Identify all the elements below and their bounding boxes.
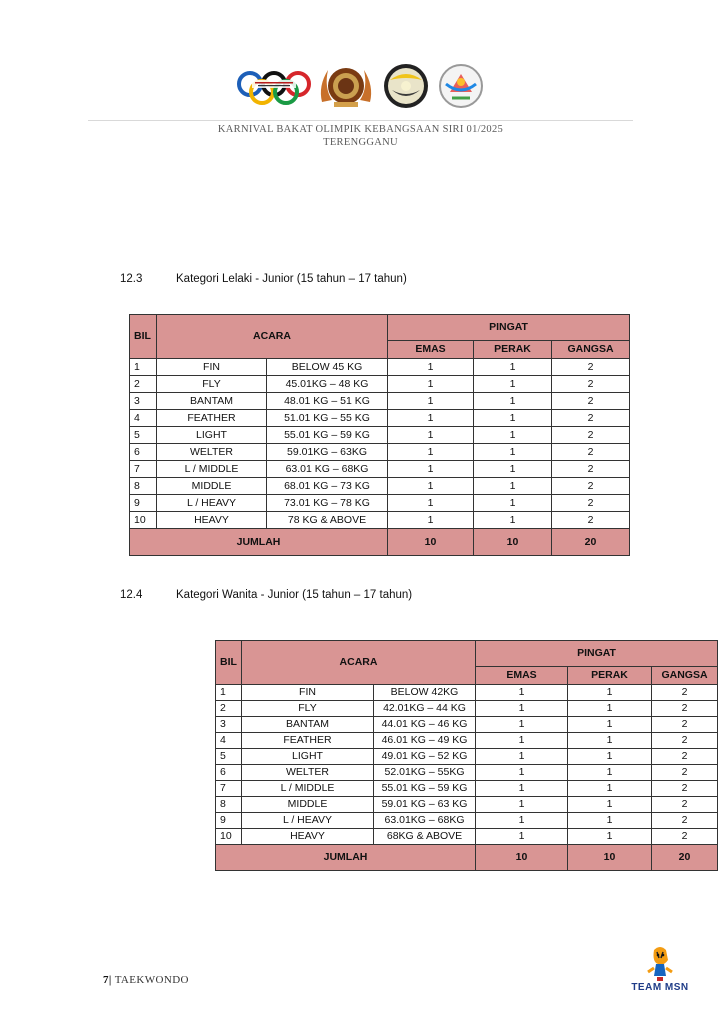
cell-event: FEATHER <box>242 733 374 749</box>
total-gangsa: 20 <box>652 845 718 871</box>
cell-emas: 1 <box>476 685 568 701</box>
section-number: 12.3 <box>120 273 143 285</box>
cell-bil: 2 <box>216 701 242 717</box>
table-row <box>130 444 630 461</box>
section-heading-12-3 <box>120 273 520 289</box>
column-header-pingat: PINGAT <box>388 315 630 341</box>
cell-event: LIGHT <box>242 749 374 765</box>
olympic-rings-logo <box>234 62 314 108</box>
column-header-perak: PERAK <box>568 667 652 685</box>
cell-event: FIN <box>242 685 374 701</box>
cell-event: HEAVY <box>242 829 374 845</box>
cell-weight: 51.01 KG – 55 KG <box>267 410 388 427</box>
cell-bil: 4 <box>216 733 242 749</box>
table-row <box>130 427 630 444</box>
cell-weight: 49.01 KG – 52 KG <box>374 749 476 765</box>
section-number: 12.4 <box>120 589 143 601</box>
sports-emblem-logo <box>436 62 486 110</box>
total-label: JUMLAH <box>130 529 388 556</box>
column-header-pingat: PINGAT <box>476 641 718 667</box>
cell-event: BANTAM <box>157 393 267 410</box>
cell-bil: 2 <box>130 376 157 393</box>
cell-perak: 1 <box>474 478 552 495</box>
cell-gangsa: 2 <box>552 444 630 461</box>
cell-gangsa: 2 <box>652 797 718 813</box>
cell-emas: 1 <box>388 495 474 512</box>
cell-event: FEATHER <box>157 410 267 427</box>
cell-weight: 63.01KG – 68KG <box>374 813 476 829</box>
cell-event: WELTER <box>157 444 267 461</box>
cell-gangsa: 2 <box>552 512 630 529</box>
cell-perak: 1 <box>568 701 652 717</box>
cell-bil: 1 <box>130 359 157 376</box>
cell-event: WELTER <box>242 765 374 781</box>
cell-emas: 1 <box>388 410 474 427</box>
table-row <box>216 685 718 701</box>
cell-emas: 1 <box>476 765 568 781</box>
cell-event: L / HEAVY <box>242 813 374 829</box>
cell-emas: 1 <box>388 393 474 410</box>
cell-weight: BELOW 42KG <box>374 685 476 701</box>
cell-weight: 42.01KG – 44 KG <box>374 701 476 717</box>
table-row <box>130 359 630 376</box>
cell-event: BANTAM <box>242 717 374 733</box>
cell-event: MIDDLE <box>157 478 267 495</box>
cell-emas: 1 <box>476 701 568 717</box>
total-perak: 10 <box>568 845 652 871</box>
cell-emas: 1 <box>388 461 474 478</box>
cell-gangsa: 2 <box>652 749 718 765</box>
section-heading-12-4 <box>120 589 520 605</box>
cell-weight: 59.01KG – 63KG <box>267 444 388 461</box>
cell-emas: 1 <box>388 427 474 444</box>
mascot-text: TEAM MSN <box>631 982 689 993</box>
table-row <box>130 461 630 478</box>
wreath-emblem-logo <box>378 62 434 110</box>
medal-table-wanita <box>215 640 718 871</box>
column-header-gangsa: GANGSA <box>552 341 630 359</box>
cell-weight: 46.01 KG – 49 KG <box>374 733 476 749</box>
cell-bil: 8 <box>216 797 242 813</box>
cell-weight: 63.01 KG – 68KG <box>267 461 388 478</box>
page-number: 7| <box>103 974 112 986</box>
cell-emas: 1 <box>476 813 568 829</box>
cell-emas: 1 <box>388 444 474 461</box>
cell-perak: 1 <box>474 410 552 427</box>
cell-bil: 3 <box>130 393 157 410</box>
table-row <box>216 797 718 813</box>
cell-perak: 1 <box>568 733 652 749</box>
column-header-acara: ACARA <box>242 641 476 685</box>
table-row <box>216 765 718 781</box>
table-row <box>130 495 630 512</box>
header-divider <box>88 120 633 121</box>
total-row <box>130 529 630 556</box>
cell-bil: 4 <box>130 410 157 427</box>
column-header-gangsa: GANGSA <box>652 667 718 685</box>
cell-perak: 1 <box>474 359 552 376</box>
tiger-mascot-icon <box>624 944 696 984</box>
table-row <box>130 393 630 410</box>
cell-perak: 1 <box>474 393 552 410</box>
cell-gangsa: 2 <box>552 393 630 410</box>
cell-gangsa: 2 <box>652 701 718 717</box>
table-row <box>216 733 718 749</box>
cell-gangsa: 2 <box>652 733 718 749</box>
cell-bil: 6 <box>216 765 242 781</box>
cell-gangsa: 2 <box>552 376 630 393</box>
cell-event: L / MIDDLE <box>242 781 374 797</box>
cell-gangsa: 2 <box>652 781 718 797</box>
cell-event: L / HEAVY <box>157 495 267 512</box>
cell-gangsa: 2 <box>552 478 630 495</box>
cell-weight: 45.01KG – 48 KG <box>267 376 388 393</box>
total-emas: 10 <box>388 529 474 556</box>
cell-weight: 59.01 KG – 63 KG <box>374 797 476 813</box>
total-emas: 10 <box>476 845 568 871</box>
cell-perak: 1 <box>568 797 652 813</box>
column-header-bil: BIL <box>130 315 157 359</box>
column-header-bil: BIL <box>216 641 242 685</box>
table-row <box>130 410 630 427</box>
total-gangsa: 20 <box>552 529 630 556</box>
cell-weight: 73.01 KG – 78 KG <box>267 495 388 512</box>
cell-emas: 1 <box>476 749 568 765</box>
column-header-perak: PERAK <box>474 341 552 359</box>
table-row <box>216 829 718 845</box>
cell-gangsa: 2 <box>552 427 630 444</box>
table-row <box>130 512 630 529</box>
document-header <box>88 123 633 149</box>
footer-label: TAEKWONDO <box>114 974 189 986</box>
cell-bil: 9 <box>130 495 157 512</box>
cell-perak: 1 <box>568 717 652 733</box>
cell-emas: 1 <box>388 359 474 376</box>
cell-emas: 1 <box>388 376 474 393</box>
cell-emas: 1 <box>388 512 474 529</box>
cell-perak: 1 <box>474 512 552 529</box>
cell-gangsa: 2 <box>652 717 718 733</box>
cell-perak: 1 <box>568 765 652 781</box>
cell-bil: 5 <box>130 427 157 444</box>
cell-perak: 1 <box>568 685 652 701</box>
cell-weight: BELOW 45 KG <box>267 359 388 376</box>
cell-event: HEAVY <box>157 512 267 529</box>
cell-emas: 1 <box>388 478 474 495</box>
total-perak: 10 <box>474 529 552 556</box>
cell-gangsa: 2 <box>552 410 630 427</box>
section-title: Kategori Wanita - Junior (15 tahun – 17 tahun) <box>176 589 413 601</box>
cell-weight: 78 KG & ABOVE <box>267 512 388 529</box>
table-row <box>216 781 718 797</box>
cell-emas: 1 <box>476 733 568 749</box>
cell-perak: 1 <box>474 444 552 461</box>
cell-weight: 44.01 KG – 46 KG <box>374 717 476 733</box>
cell-bil: 9 <box>216 813 242 829</box>
medal-table-lelaki <box>129 314 630 556</box>
column-header-acara: ACARA <box>157 315 388 359</box>
cell-weight: 48.01 KG – 51 KG <box>267 393 388 410</box>
cell-weight: 55.01 KG – 59 KG <box>374 781 476 797</box>
cell-emas: 1 <box>476 829 568 845</box>
cell-gangsa: 2 <box>652 685 718 701</box>
cell-bil: 3 <box>216 717 242 733</box>
cell-perak: 1 <box>474 461 552 478</box>
cell-event: L / MIDDLE <box>157 461 267 478</box>
cell-gangsa: 2 <box>652 829 718 845</box>
cell-perak: 1 <box>568 829 652 845</box>
cell-bil: 7 <box>130 461 157 478</box>
cell-gangsa: 2 <box>652 765 718 781</box>
cell-perak: 1 <box>474 427 552 444</box>
cell-gangsa: 2 <box>552 461 630 478</box>
cell-perak: 1 <box>568 749 652 765</box>
cell-event: FLY <box>157 376 267 393</box>
cell-bil: 10 <box>216 829 242 845</box>
cell-gangsa: 2 <box>552 495 630 512</box>
cell-bil: 8 <box>130 478 157 495</box>
cell-gangsa: 2 <box>552 359 630 376</box>
cell-emas: 1 <box>476 781 568 797</box>
cell-bil: 5 <box>216 749 242 765</box>
cell-event: LIGHT <box>157 427 267 444</box>
cell-event: MIDDLE <box>242 797 374 813</box>
cell-perak: 1 <box>474 495 552 512</box>
table-row <box>130 376 630 393</box>
cell-perak: 1 <box>474 376 552 393</box>
table-row <box>216 813 718 829</box>
cell-bil: 1 <box>216 685 242 701</box>
header-line-1: KARNIVAL BAKAT OLIMPIK KEBANGSAAN SIRI 01/2025 <box>217 124 504 135</box>
cell-event: FLY <box>242 701 374 717</box>
table-row <box>130 478 630 495</box>
cell-weight: 68.01 KG – 73 KG <box>267 478 388 495</box>
column-header-emas: EMAS <box>476 667 568 685</box>
cell-perak: 1 <box>568 781 652 797</box>
cell-emas: 1 <box>476 717 568 733</box>
cell-gangsa: 2 <box>652 813 718 829</box>
column-header-emas: EMAS <box>388 341 474 359</box>
team-msn-mascot <box>624 944 696 996</box>
cell-weight: 55.01 KG – 59 KG <box>267 427 388 444</box>
section-title: Kategori Lelaki - Junior (15 tahun – 17 tahun) <box>176 273 407 285</box>
page-footer <box>103 974 189 986</box>
cell-weight: 52.01KG – 55KG <box>374 765 476 781</box>
table-row <box>216 749 718 765</box>
cell-event: FIN <box>157 359 267 376</box>
header-logos <box>234 62 486 110</box>
total-row <box>216 845 718 871</box>
table-row <box>216 717 718 733</box>
cell-bil: 7 <box>216 781 242 797</box>
cell-bil: 6 <box>130 444 157 461</box>
cell-perak: 1 <box>568 813 652 829</box>
cell-bil: 10 <box>130 512 157 529</box>
cell-weight: 68KG & ABOVE <box>374 829 476 845</box>
header-line-2: TERENGGANU <box>323 137 398 148</box>
total-label: JUMLAH <box>216 845 476 871</box>
crest-logo <box>316 62 376 110</box>
table-row <box>216 701 718 717</box>
cell-emas: 1 <box>476 797 568 813</box>
